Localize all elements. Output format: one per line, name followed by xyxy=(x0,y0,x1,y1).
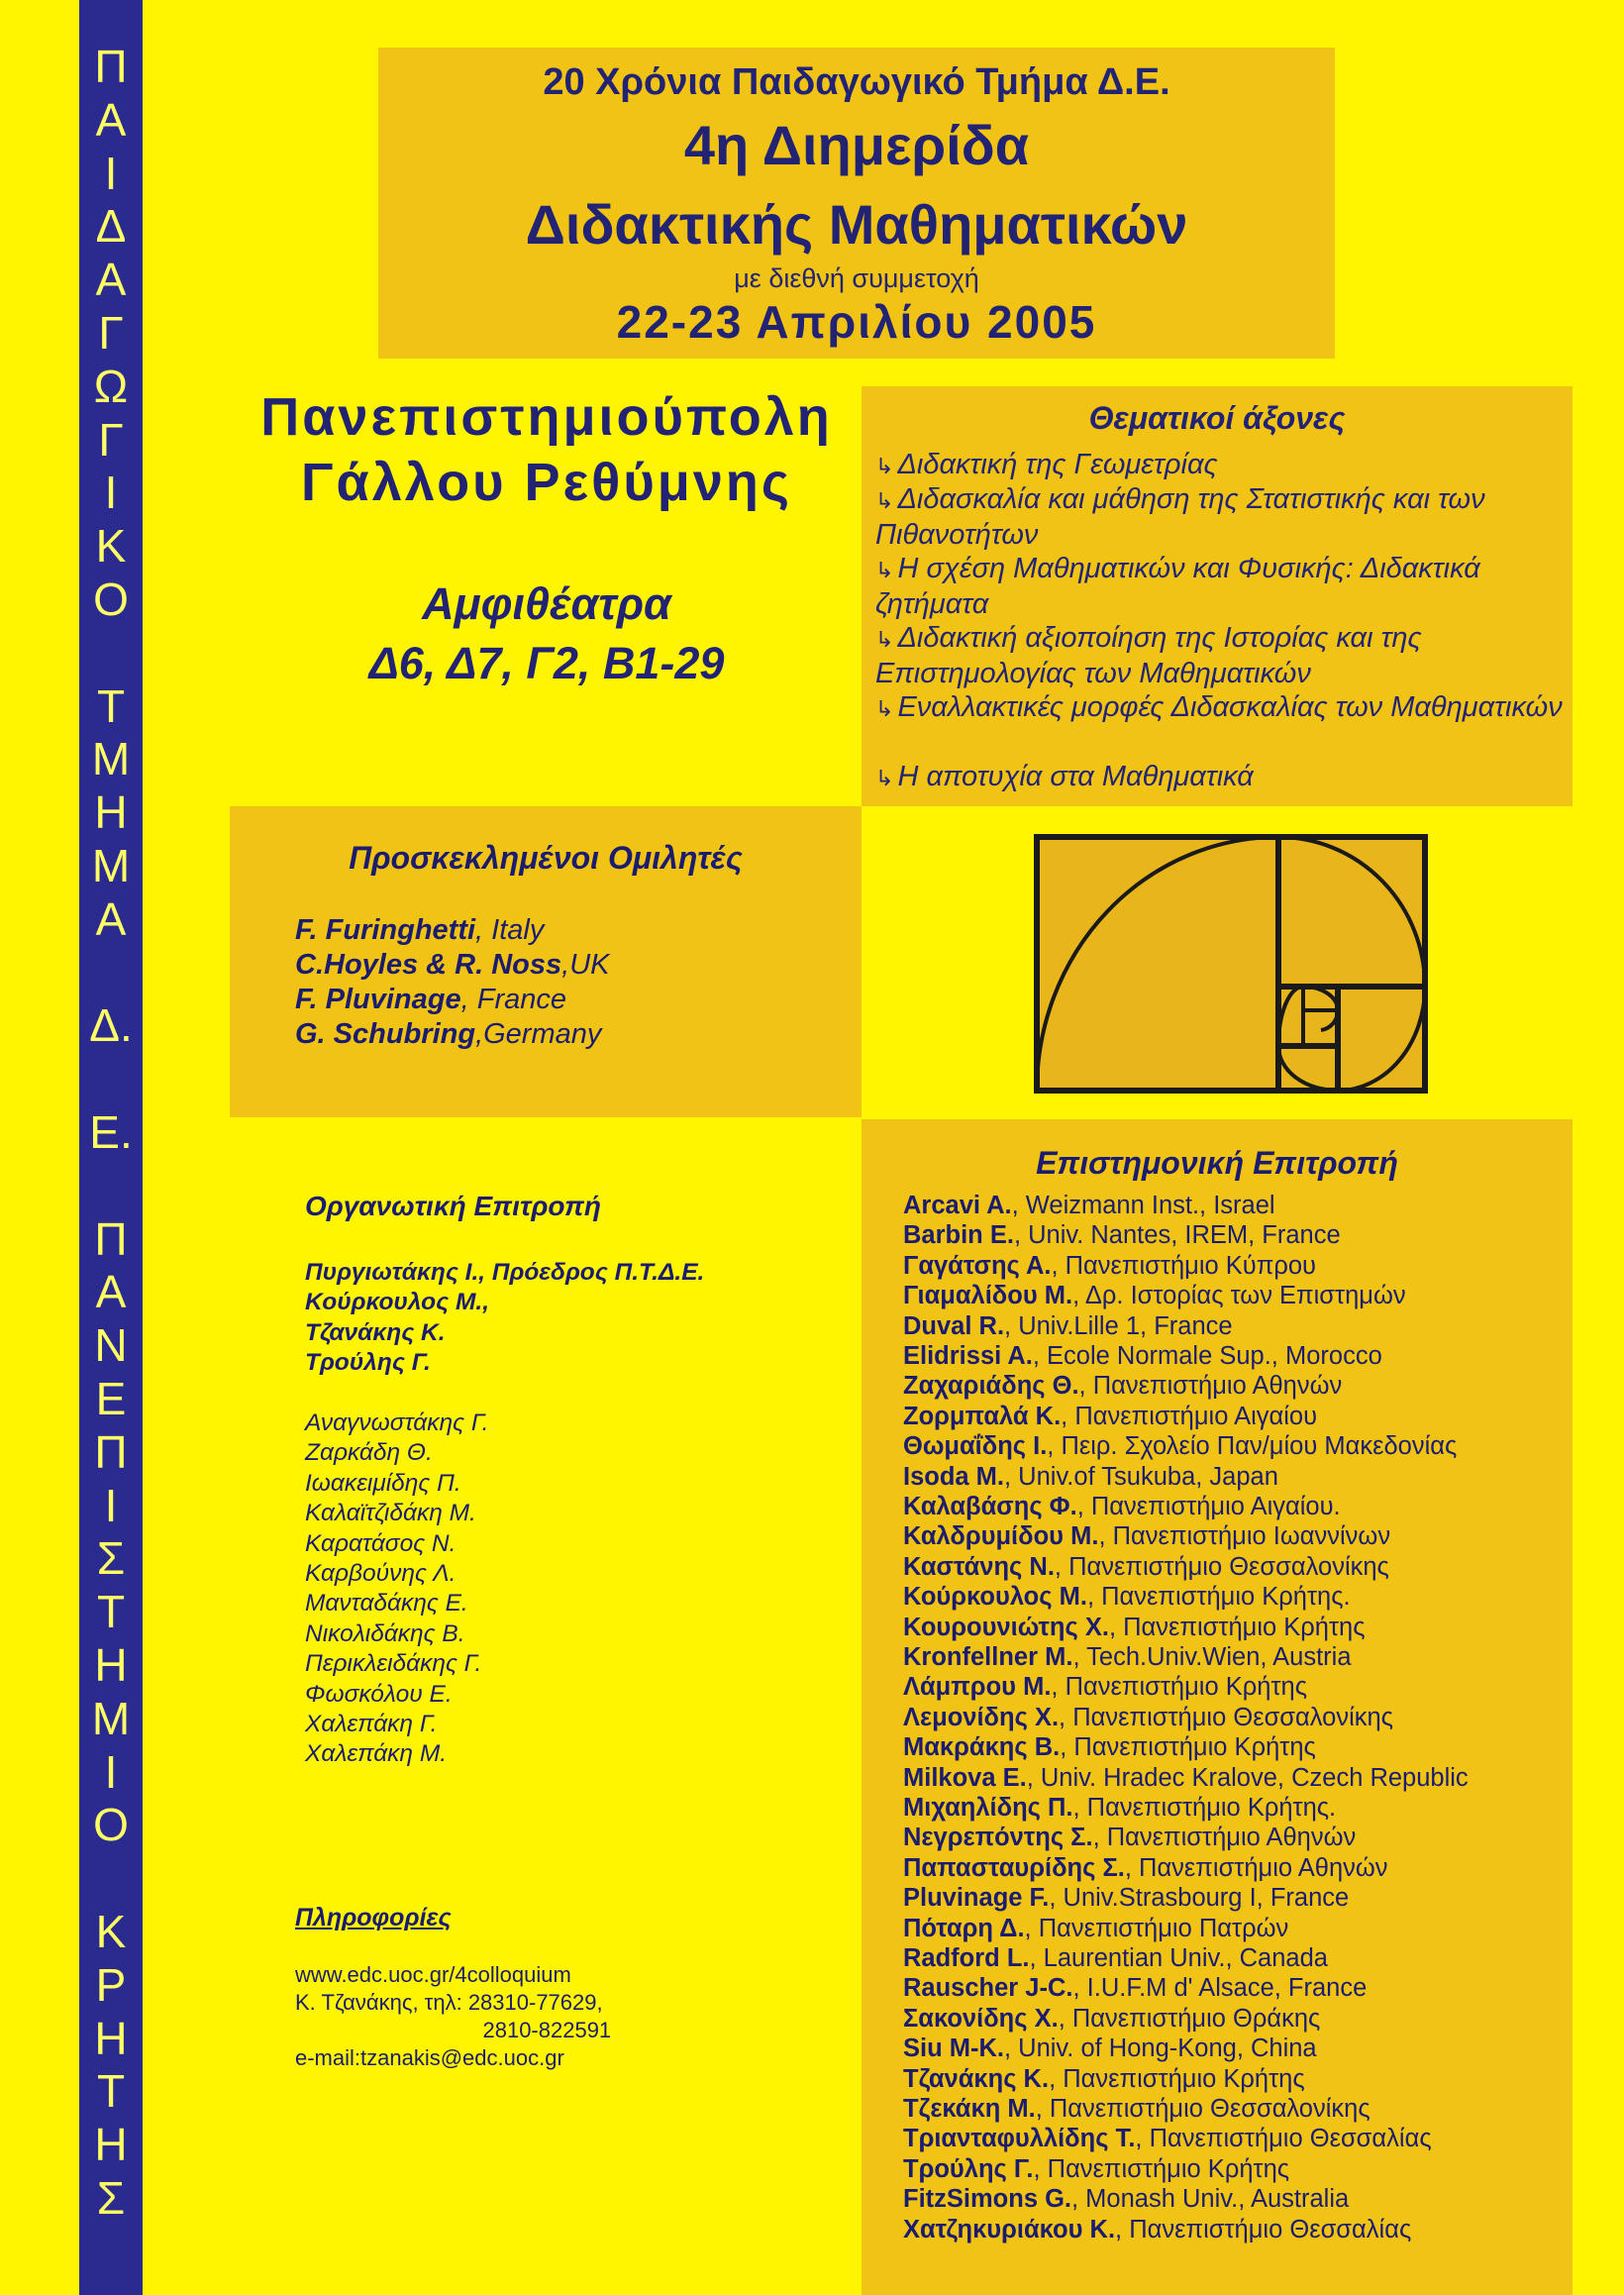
band-letter: Κ xyxy=(95,520,127,573)
theme-item: ↳ Εναλλακτικές μορφές Διδασκαλίας των Μαθηματικών xyxy=(875,691,1563,723)
band-letter: Η xyxy=(94,2012,128,2064)
committee-member: Σακονίδης Χ., Πανεπιστήμιο Θράκης xyxy=(903,2004,1321,2033)
themes-title: Θεματικοί άξονες xyxy=(1088,400,1346,436)
speakers-box xyxy=(230,806,862,1117)
committee-member: Γιαμαλίδου Μ., Δρ. Ιστορίας των Επιστημών xyxy=(903,1282,1406,1310)
committee-member: Elidrissi A., Ecole Normale Sup., Morocco xyxy=(903,1342,1382,1370)
band-letter: Σ xyxy=(96,1532,126,1585)
band-letter: Μ xyxy=(91,733,131,785)
committee-member: Μακράκης Β., Πανεπιστήμιο Κρήτης xyxy=(903,1733,1316,1762)
speaker-item: C.Hoyles & R. Noss,UK xyxy=(295,949,610,981)
committee-member: Rauscher J-C., I.U.F.M d' Alsace, France xyxy=(903,1974,1368,2003)
committee-member: Ζαχαριάδης Θ., Πανεπιστήμιο Αθηνών xyxy=(903,1372,1343,1401)
organizer-member: Τζανάκης Κ. xyxy=(305,1318,446,1346)
organizer-member: Χαλεπάκη Μ. xyxy=(305,1740,448,1768)
speaker-item: G. Schubring,Germany xyxy=(295,1018,602,1050)
arrow-icon: ↳ xyxy=(875,766,894,790)
website-text: www.edc.uoc.gr/4colloquium xyxy=(295,1962,571,1987)
committee-member: Καστάνης Ν., Πανεπιστήμιο Θεσσαλονίκης xyxy=(903,1552,1389,1581)
committee-member: Τρούλης Γ., Πανεπιστήμιο Κρήτης xyxy=(903,2154,1290,2183)
organizer-member: Πυργιωτάκης Ι., Πρόεδρος Π.Τ.Δ.Ε. xyxy=(305,1259,705,1286)
committee-member: Γαγάτσης Α., Πανεπιστήμιο Κύπρου xyxy=(903,1251,1316,1280)
committee-member: Παπασταυρίδης Σ., Πανεπιστήμιο Αθηνών xyxy=(903,1853,1388,1882)
committee-member: Isoda M., Univ.of Tsukuba, Japan xyxy=(903,1462,1278,1491)
band-letter: Μ xyxy=(91,840,131,891)
info-title: Πληροφορίες xyxy=(295,1904,452,1931)
international-note: με διεθνή συμμετοχή xyxy=(734,263,979,293)
band-letter: Α xyxy=(95,1266,127,1318)
organizer-member: Καρατάσος Ν. xyxy=(305,1529,457,1557)
committee-member: Χατζηκυριάκου Κ., Πανεπιστήμιο Θεσσαλίας xyxy=(903,2215,1412,2243)
scientific-committee-box xyxy=(862,1119,1573,2295)
committee-member: Λεμονίδης Χ., Πανεπιστήμιο Θεσσαλονίκης xyxy=(903,1703,1393,1731)
organizer-member: Καρβούνης Λ. xyxy=(305,1560,457,1587)
committee-member: Barbin E., Univ. Nantes, IREM, France xyxy=(903,1221,1341,1250)
speaker-item: F. Furinghetti, Italy xyxy=(295,914,545,946)
venue-line-1: Πανεπιστημιούπολη xyxy=(260,387,833,447)
arrow-icon: ↳ xyxy=(875,696,894,721)
band-letter: Δ xyxy=(95,200,127,253)
band-letter: Ο xyxy=(93,1799,129,1851)
speaker-item: F. Pluvinage, France xyxy=(295,984,566,1015)
band-letter: Ω xyxy=(93,360,129,412)
scientific-committee-title: Επιστημονική Επιτροπή xyxy=(1036,1145,1398,1181)
theme-item: ↳ Διδακτική αξιοποίηση της Ιστορίας και της Επιστημολογίας των Μαθηματικών xyxy=(875,622,1422,689)
organizer-member: Τρούλης Γ. xyxy=(305,1349,431,1377)
committee-member: Λάμπρου Μ., Πανεπιστήμιο Κρήτης xyxy=(903,1673,1307,1702)
committee-member: Νεγρεπόντης Σ., Πανεπιστήμιο Αθηνών xyxy=(903,1824,1357,1852)
theme-item: ↳ Η σχέση Μαθηματικών και Φυσικής: Διδακτικά ζητήματα xyxy=(875,553,1480,620)
band-letter: Ι xyxy=(104,1745,118,1798)
organizer-member: Αναγνωστάκης Γ. xyxy=(305,1409,489,1436)
band-letter: Η xyxy=(94,786,128,839)
band-letter: Α xyxy=(95,254,127,306)
organizer-member: Κούρκουλος Μ., xyxy=(305,1289,490,1316)
committee-member: Κούρκουλος Μ., Πανεπιστήμιο Κρήτης. xyxy=(903,1583,1351,1612)
committee-member: Ζορμπαλά Κ., Πανεπιστήμιο Αιγαίου xyxy=(903,1402,1318,1430)
theme-item: ↳ Η αποτυχία στα Μαθηματικά xyxy=(875,761,1254,792)
band-letter: Ι xyxy=(104,467,118,519)
organizer-member: Περικλειδάκης Γ. xyxy=(305,1650,482,1678)
band-letter: Τ xyxy=(96,1586,126,1638)
band-letter: Κ xyxy=(95,1906,127,1957)
band-letter: Ι xyxy=(104,147,118,199)
theme-item: ↳ Διδασκαλία και μάθηση της Στατιστικής και των Πιθανοτήτων xyxy=(875,483,1485,551)
band-letter: Μ xyxy=(91,1692,131,1744)
band-letter: Ν xyxy=(94,1319,128,1372)
band-letter: Ρ xyxy=(95,1958,127,2011)
band-letter: Γ xyxy=(98,307,124,359)
vertical-band xyxy=(79,0,143,2295)
band-letter: Π xyxy=(94,41,128,92)
committee-member: Τζανάκης Κ., Πανεπιστήμιο Κρήτης xyxy=(903,2064,1305,2093)
band-letter: Ι xyxy=(104,1479,118,1531)
arrow-icon: ↳ xyxy=(875,627,894,652)
committee-member: Πόταρη Δ., Πανεπιστήμιο Πατρών xyxy=(903,1914,1289,1942)
committee-member: Τζεκάκη Μ., Πανεπιστήμιο Θεσσαλονίκης xyxy=(903,2095,1370,2123)
committee-member: Θωμαΐδης Ι., Πειρ. Σχολείο Παν/μίου Μακεδονίας xyxy=(903,1432,1458,1461)
band-letter: Η xyxy=(94,2119,128,2171)
venue-line-2: Γάλλου Ρεθύμνης xyxy=(301,453,792,512)
committee-member: Duval R., Univ.Lille 1, France xyxy=(903,1311,1233,1340)
band-letter: Δ. xyxy=(89,999,133,1052)
band-letter: Α xyxy=(95,93,127,146)
band-letter: Π xyxy=(94,1212,128,1265)
band-letter: Σ xyxy=(96,2172,126,2224)
theme-item: ↳ Διδακτική της Γεωμετρίας xyxy=(875,449,1218,480)
arrow-icon: ↳ xyxy=(875,488,894,513)
email-text: e-mail:tzanakis@edc.uoc.gr xyxy=(295,2045,564,2070)
phone-text-2: 2810-822591 xyxy=(295,2018,612,2042)
band-letter: Π xyxy=(94,1425,128,1478)
title-box xyxy=(378,48,1335,359)
event-dates: 22-23 Απριλίου 2005 xyxy=(616,296,1097,348)
event-subject: Διδακτικής Μαθηματικών xyxy=(525,193,1188,256)
band-letter: Ο xyxy=(93,574,129,625)
committee-member: Kronfellner M., Tech.Univ.Wien, Austria xyxy=(903,1643,1352,1671)
committee-member: Καλδρυμίδου Μ., Πανεπιστήμιο Ιωαννίνων xyxy=(903,1522,1391,1551)
venue xyxy=(230,384,863,515)
amph-label: Αμφιθέατρα xyxy=(422,578,671,629)
committee-member: Τριανταφυλλίδης Τ., Πανεπιστήμιο Θεσσαλίας xyxy=(903,2125,1432,2153)
committee-member: Καλαβάσης Φ., Πανεπιστήμιο Αιγαίου. xyxy=(903,1493,1341,1520)
committee-member: Μιχαηλίδης Π., Πανεπιστήμιο Κρήτης. xyxy=(903,1794,1337,1822)
committee-member: Pluvinage F., Univ.Strasbourg I, France xyxy=(903,1884,1350,1913)
speakers-title: Προσκεκλημένοι Ομιλητές xyxy=(349,840,743,876)
organizer-member: Μανταδάκης Ε. xyxy=(305,1590,468,1617)
committee-member: Arcavi A., Weizmann Inst., Israel xyxy=(903,1192,1275,1219)
themes-box xyxy=(862,386,1573,806)
band-letter: Ε. xyxy=(89,1106,133,1158)
band-letter: Ε xyxy=(95,1373,127,1424)
committee-member: Milkova E., Univ. Hradec Kralove, Czech Republic xyxy=(903,1763,1469,1792)
anniversary-line: 20 Χρόνια Παιδαγωγικό Τμήμα Δ.Ε. xyxy=(543,61,1170,103)
arrow-icon: ↳ xyxy=(875,454,894,478)
organizer-member: Ιωακειμίδης Π. xyxy=(305,1469,461,1497)
committee-member: Κουρουνιώτης Χ., Πανεπιστήμιο Κρήτης xyxy=(903,1613,1366,1641)
band-letter: Τ xyxy=(96,2065,126,2118)
band-letter: Η xyxy=(94,1639,128,1691)
organizer-member: Φωσκόλου Ε. xyxy=(305,1680,453,1708)
band-letter: Α xyxy=(95,892,127,945)
event-title: 4η Διημερίδα xyxy=(683,114,1030,176)
organizer-member: Ζαρκάδη Θ. xyxy=(305,1439,433,1467)
organizer-member: Χαλεπάκη Γ. xyxy=(305,1711,438,1737)
organizer-member: Νικολιδάκης Β. xyxy=(305,1619,465,1647)
committee-member: FitzSimons G., Monash Univ., Australia xyxy=(903,2185,1350,2214)
committee-member: Siu M-K., Univ. of Hong-Kong, China xyxy=(903,2034,1317,2063)
amphitheatres xyxy=(230,574,863,693)
band-letter: Τ xyxy=(96,679,126,732)
phone-text: Κ. Τζανάκης, τηλ: 28310-77629, xyxy=(295,1990,603,2015)
organizer-member: Καλαϊτζιδάκη Μ. xyxy=(305,1500,476,1527)
arrow-icon: ↳ xyxy=(875,558,894,582)
amph-rooms: Δ6, Δ7, Γ2, Β1-29 xyxy=(368,638,725,688)
organizing-committee-title: Οργανωτική Επιτροπή xyxy=(305,1191,602,1221)
committee-member: Radford L., Laurentian Univ., Canada xyxy=(903,1944,1328,1972)
golden-spiral-icon xyxy=(1034,834,1428,1094)
band-letter: Γ xyxy=(98,413,124,466)
